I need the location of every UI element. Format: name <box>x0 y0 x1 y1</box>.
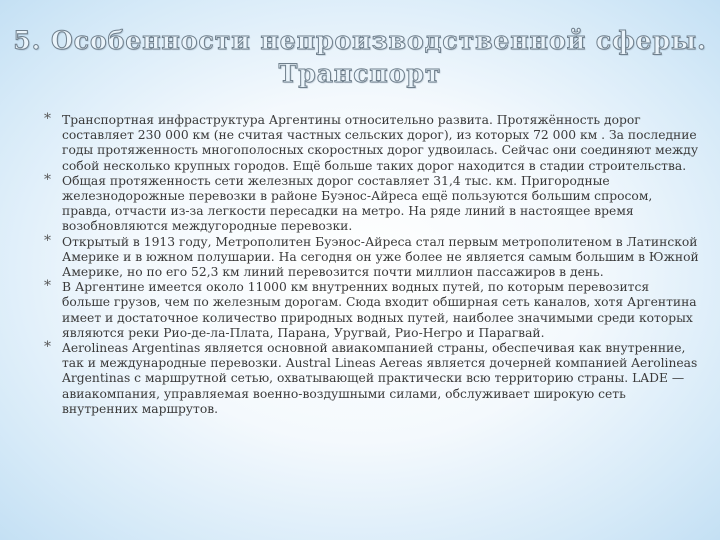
slide-title-line-1: 5. Особенности непроизводственной сферы. <box>13 26 707 55</box>
bullet-item-roads <box>40 113 700 174</box>
bullet-item-waterways <box>40 280 700 341</box>
bullet-text: Aerolineas Argentinas является основной авиакомпанией страны, обеспечивая как внутренние, так и международные перевозки. Austral Lineas Aereas является дочерней компанией Aerolineas Argentinas с маршрутной сетью, охватывающей практически всю территорию страны. LADE — авиакомпания, управляемая военно-воздушными силами, обслуживает широкую сеть внутренних маршрутов. <box>62 341 698 416</box>
bullet-marker-icon: * <box>44 339 51 356</box>
bullet-marker-icon: * <box>44 278 51 295</box>
bullet-text: Открытый в 1913 году, Метрополитен Буэнос-Айреса стал первым метрополитеном в Латинской Америке и в южном полушарии. На сегодня он уже более не является самым большим в Южной Америке, но по его 52,3 км линий перевозится почти миллион пассажиров в день. <box>62 234 699 280</box>
bullet-marker-icon: * <box>44 111 51 127</box>
slide-title-line-2: Транспорт <box>278 59 442 88</box>
bullet-text: Общая протяженность сети железных дорог составляет 31,4 тыс. км. Пригородные железнодорожные перевозки в районе Буэнос-Айреса ещё пользуются большим спросом, правда, отчасти из-за легкости пересадки на метро. На ряде линий в настоящее время возобновляются междугородные перевозки. <box>62 173 653 234</box>
bullet-text: Транспортная инфраструктура Аргентины относительно развита. Протяжённость дорог составляет 230 000 км (не считая частных сельских дорог), из которых 72 000 км . За последние годы протяженность многополосных скоростных дорог удвоилась. Сейчас они соединяют между собой несколько крупных городов. Ещё больше таких дорог находится в стадии строительства. <box>62 113 699 173</box>
bullet-text: В Аргентине имеется около 11000 км внутренних водных путей, по которым перевозится больше грузов, чем по железным дорогам. Сюда входит обширная сеть каналов, хотя Аргентина имеет и достаточное количество природных водных путей, наиболее значимыми среди которых являются реки Рио-де-ла-Плата, Парана, Уругвай, Рио-Негро и Парагвай. <box>62 280 697 340</box>
slide-title <box>0 24 720 90</box>
bullet-item-railways <box>40 171 700 235</box>
bullet-marker-icon: * <box>44 171 51 188</box>
bullet-item-airlines <box>40 341 700 417</box>
bullet-list <box>40 113 700 417</box>
bullet-item-metro <box>40 232 700 281</box>
bullet-marker-icon: * <box>44 232 51 249</box>
